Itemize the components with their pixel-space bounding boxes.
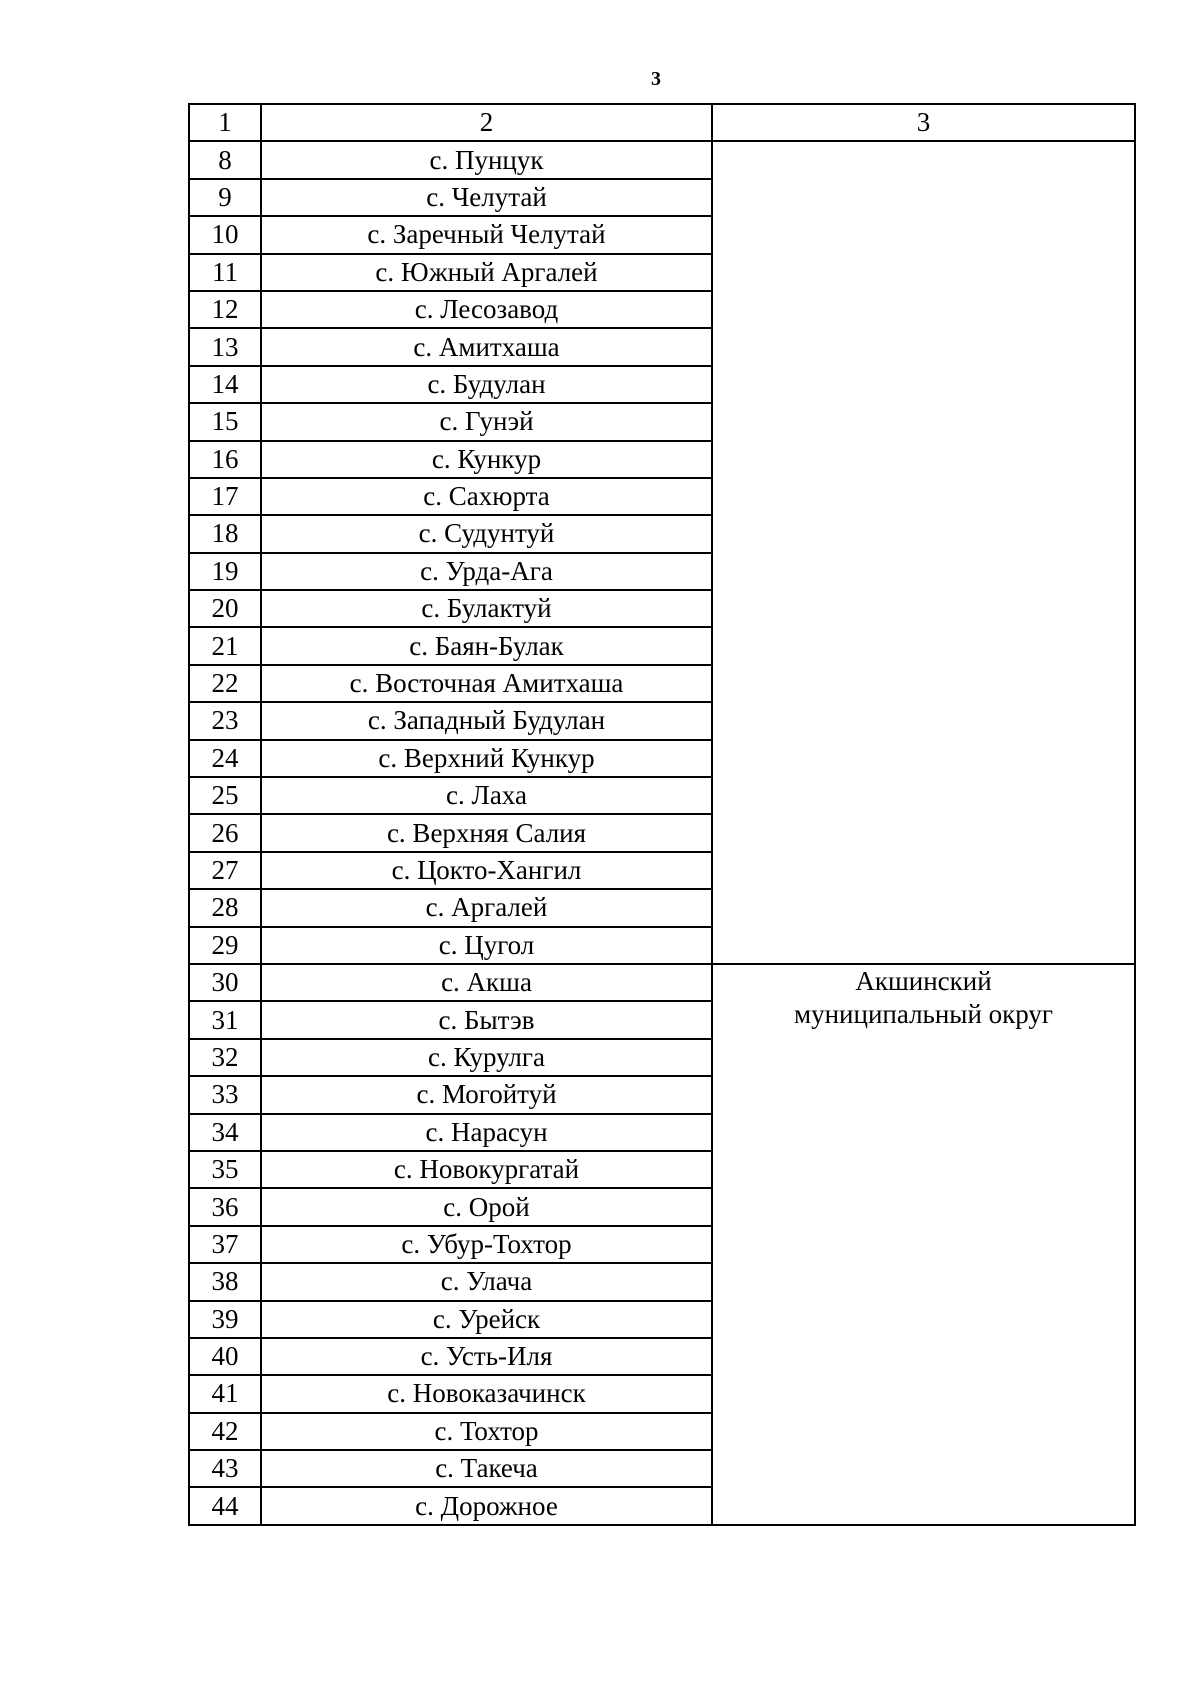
settlement-name-cell: с. Тохтор	[261, 1413, 712, 1450]
settlement-name-cell: с. Верхний Кункур	[261, 740, 712, 777]
row-number-cell: 41	[189, 1375, 261, 1412]
settlement-name-cell: с. Западный Будулан	[261, 702, 712, 739]
row-number-cell: 42	[189, 1413, 261, 1450]
settlement-name-cell: с. Цокто-Хангил	[261, 852, 712, 889]
row-number-cell: 38	[189, 1263, 261, 1300]
row-number-cell: 32	[189, 1039, 261, 1076]
municipality-cell	[712, 141, 1135, 964]
municipality-name-line2: муниципальный округ	[794, 998, 1053, 1029]
row-number-cell: 15	[189, 403, 261, 440]
row-number-cell: 36	[189, 1188, 261, 1225]
settlement-name-cell: с. Судунтуй	[261, 515, 712, 552]
settlement-name-cell: с. Акша	[261, 964, 712, 1001]
row-number-cell: 43	[189, 1450, 261, 1487]
row-number-cell: 12	[189, 291, 261, 328]
settlement-name-cell: с. Амитхаша	[261, 328, 712, 365]
settlement-name-cell: с. Усть-Иля	[261, 1338, 712, 1375]
header-cell-col1: 1	[189, 104, 261, 141]
settlement-name-cell: с. Гунэй	[261, 403, 712, 440]
row-number-cell: 28	[189, 889, 261, 926]
settlement-name-cell: с. Улача	[261, 1263, 712, 1300]
row-number-cell: 39	[189, 1301, 261, 1338]
settlement-name-cell: с. Заречный Челутай	[261, 216, 712, 253]
row-number-cell: 40	[189, 1338, 261, 1375]
row-number-cell: 22	[189, 665, 261, 702]
row-number-cell: 31	[189, 1001, 261, 1038]
row-number-cell: 30	[189, 964, 261, 1001]
row-number-cell: 33	[189, 1076, 261, 1113]
row-number-cell: 29	[189, 927, 261, 964]
row-number-cell: 10	[189, 216, 261, 253]
table-body	[189, 104, 1135, 1525]
settlement-name-cell: с. Восточная Амитхаша	[261, 665, 712, 702]
settlement-name-cell: с. Пунцук	[261, 141, 712, 178]
settlement-name-cell: с. Курулга	[261, 1039, 712, 1076]
row-number-cell: 34	[189, 1114, 261, 1151]
settlement-name-cell: с. Бытэв	[261, 1001, 712, 1038]
row-number-cell: 44	[189, 1487, 261, 1524]
settlement-name-cell: с. Кункур	[261, 441, 712, 478]
settlement-name-cell: с. Челутай	[261, 179, 712, 216]
settlement-name-cell: с. Нарасун	[261, 1114, 712, 1151]
settlement-name-cell: с. Лесозавод	[261, 291, 712, 328]
table-header-row	[189, 104, 1135, 141]
settlements-table	[188, 103, 1136, 1526]
row-number-cell: 16	[189, 441, 261, 478]
row-number-cell: 37	[189, 1226, 261, 1263]
municipality-cell	[712, 964, 1135, 1525]
row-number-cell: 19	[189, 553, 261, 590]
row-number-cell: 35	[189, 1151, 261, 1188]
settlement-name-cell: с. Новоказачинск	[261, 1375, 712, 1412]
row-number-cell: 24	[189, 740, 261, 777]
row-number-cell: 18	[189, 515, 261, 552]
settlement-name-cell: с. Орой	[261, 1188, 712, 1225]
row-number-cell: 14	[189, 366, 261, 403]
row-number-cell: 26	[189, 814, 261, 851]
row-number-cell: 23	[189, 702, 261, 739]
row-number-cell: 8	[189, 141, 261, 178]
settlement-name-cell: с. Урда-Ага	[261, 553, 712, 590]
page-number: 3	[651, 68, 661, 90]
row-number-cell: 21	[189, 627, 261, 664]
table-row	[189, 964, 1135, 1001]
municipality-name-line1: Акшинский	[855, 965, 992, 996]
row-number-cell: 11	[189, 254, 261, 291]
settlement-name-cell: с. Цугол	[261, 927, 712, 964]
table-row	[189, 141, 1135, 178]
row-number-cell: 27	[189, 852, 261, 889]
header-cell-col2: 2	[261, 104, 712, 141]
row-number-cell: 9	[189, 179, 261, 216]
settlement-name-cell: с. Южный Аргалей	[261, 254, 712, 291]
settlement-name-cell: с. Урейск	[261, 1301, 712, 1338]
settlement-name-cell: с. Верхняя Салия	[261, 814, 712, 851]
settlement-name-cell: с. Лаха	[261, 777, 712, 814]
settlement-name-cell: с. Аргалей	[261, 889, 712, 926]
row-number-cell: 13	[189, 328, 261, 365]
settlement-name-cell: с. Такеча	[261, 1450, 712, 1487]
settlement-name-cell: с. Булактуй	[261, 590, 712, 627]
row-number-cell: 25	[189, 777, 261, 814]
settlement-name-cell: с. Могойтуй	[261, 1076, 712, 1113]
settlement-name-cell: с. Будулан	[261, 366, 712, 403]
row-number-cell: 17	[189, 478, 261, 515]
header-cell-col3: 3	[712, 104, 1135, 141]
settlement-name-cell: с. Убур-Тохтор	[261, 1226, 712, 1263]
settlement-name-cell: с. Новокургатай	[261, 1151, 712, 1188]
settlement-name-cell: с. Сахюрта	[261, 478, 712, 515]
row-number-cell: 20	[189, 590, 261, 627]
settlement-name-cell: с. Дорожное	[261, 1487, 712, 1524]
settlement-name-cell: с. Баян-Булак	[261, 627, 712, 664]
